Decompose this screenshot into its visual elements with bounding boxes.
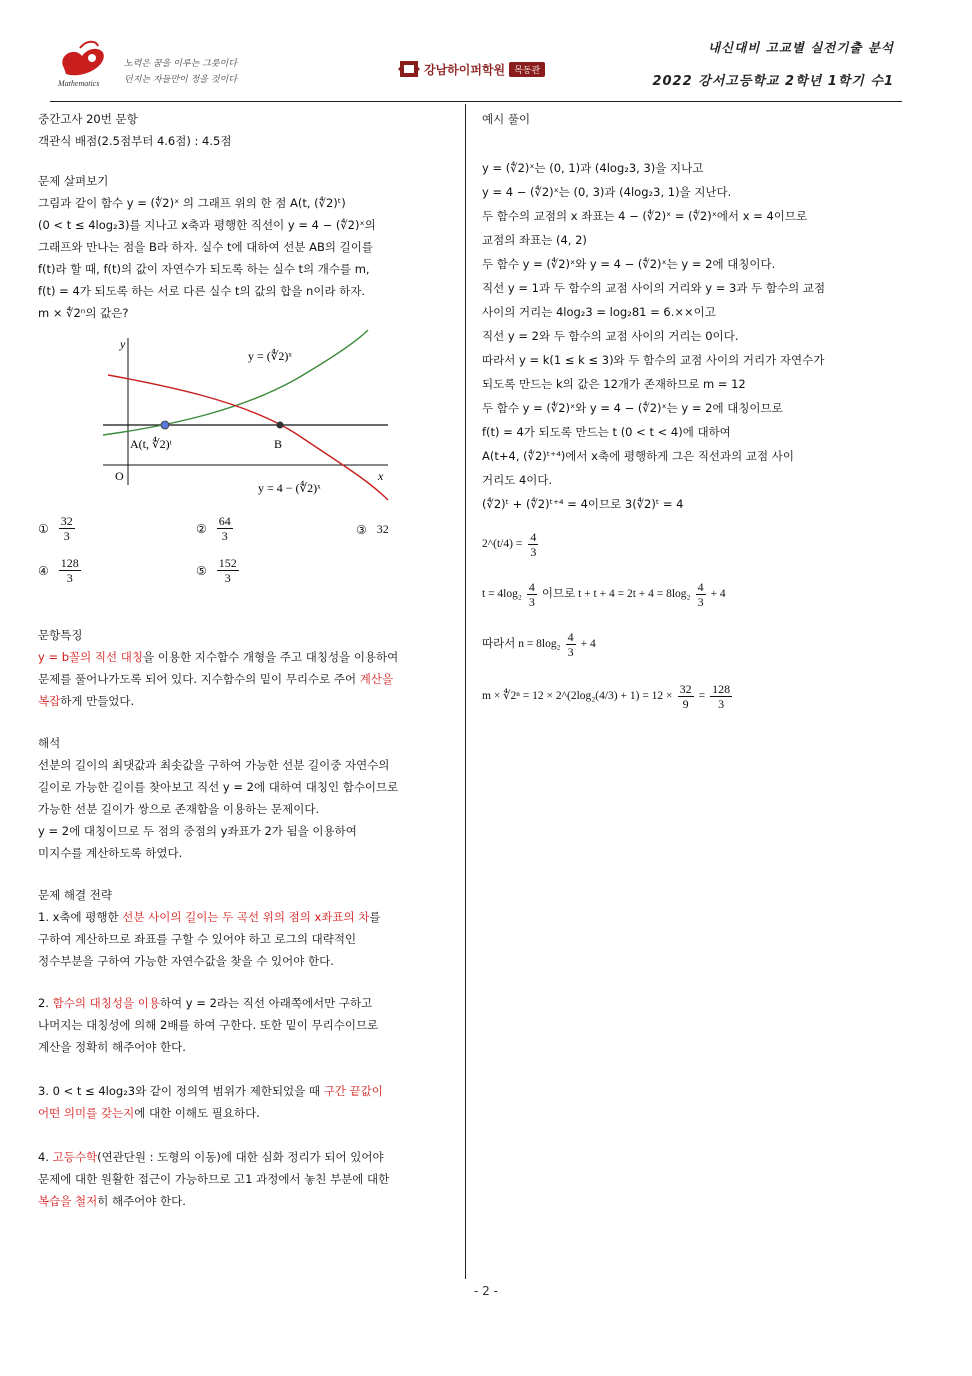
- review-title: 문제 살펴보기: [38, 174, 109, 188]
- question-line-6: m × ∜2ⁿ의 값은?: [38, 306, 129, 320]
- solution-line-3: 두 함수의 교점의 x 좌표는 4 − (∜2)ˣ = (∜2)ˣ에서 x = 4이므로: [482, 209, 808, 223]
- exam-item-line: 중간고사 20번 문항: [38, 112, 138, 126]
- solution-line-10: 되도록 만드는 k의 값은 12개가 존재하므로 m = 12: [482, 377, 746, 391]
- strategy-1-line-3: 정수부분을 구하여 가능한 자연수값을 찾을 수 있어야 한다.: [38, 954, 334, 968]
- choice-1[interactable]: ① $\frac{32}{3}$: [38, 514, 73, 543]
- column-divider: [465, 104, 466, 1279]
- question-line-4: f(t)라 할 때, f(t)의 값이 자연수가 되도록 하는 실수 t의 개수를 m,: [38, 262, 370, 276]
- point-a-label: A(t, ∜2)ᵗ: [130, 437, 172, 451]
- question-line-2: (0 < t ≤ 4log₂3)를 지나고 x축과 평행한 직선이 y = 4 − (∜2)ˣ의: [38, 218, 376, 232]
- solution-line-9: 따라서 y = k(1 ≤ k ≤ 3)와 두 함수의 교점 사이의 거리가 자연수가: [482, 353, 825, 367]
- logo-word: Mathematics: [58, 79, 100, 88]
- academy-name: 강남하이퍼학원: [424, 62, 506, 77]
- choice-2[interactable]: ② $\frac{64}{3}$: [196, 514, 231, 543]
- solution-line-1: y = (∜2)ˣ는 (0, 1)과 (4log₂3, 3)을 지나고: [482, 161, 704, 175]
- solution-line-13: A(t+4, (∜2)ᵗ⁺⁴)에서 x축에 평행하게 그은 직선과의 교점 사이: [482, 449, 795, 463]
- strategy-2-line-3: 계산을 정확히 해주어야 한다.: [38, 1040, 186, 1054]
- y-axis-label: y: [120, 337, 126, 351]
- strategy-1-line-1: 1. x축에 평행한 선분 사이의 길이는 두 곡선 위의 점의 x좌표의 차를: [38, 910, 381, 924]
- solution-line-19: m × ∜2ⁿ = 12 × 2^(2log₂(4/3) + 1) = 12 × $\frac{32}{9}$ = $\frac{128}{3}$: [482, 681, 731, 711]
- strategy-1-line-2: 구하여 계산하므로 좌표를 구할 수 있어야 하고 로그의 대략적인: [38, 932, 357, 946]
- page-number: - 2 -: [474, 1284, 498, 1298]
- solution-line-11: 두 함수 y = (∜2)ˣ와 y = 4 − (∜2)ˣ는 y = 2에 대칭이므로: [482, 401, 783, 415]
- strategy-4-line-1: 4. 고등수학(연관단원 : 도형의 이동)에 대한 심화 정리가 되어 있어야: [38, 1150, 384, 1164]
- x-axis-label: x: [378, 469, 384, 483]
- question-line-1: 그림과 같이 함수 y = (∜2)ˣ 의 그래프 위의 한 점 A(t, (∜2)ᵗ): [38, 196, 346, 210]
- analysis-line-3: 가능한 선분 길이가 쌍으로 존재함을 이용하는 문제이다.: [38, 802, 320, 816]
- question-line-3: 그래프와 만나는 점을 B라 하자. 실수 t에 대하여 선분 AB의 길이를: [38, 240, 373, 254]
- solution-line-15: (∜2)ᵗ + (∜2)ᵗ⁺⁴ = 4이므로 3(∜2)ᵗ = 4: [482, 497, 684, 511]
- function-graph: [48, 330, 408, 510]
- curve-exponential: [103, 330, 368, 435]
- analysis-line-2: 길이로 가능한 길이를 찾아보고 직선 y = 2에 대하여 대칭인 함수이므로: [38, 780, 399, 794]
- solution-line-2: y = 4 − (∜2)ˣ는 (0, 3)과 (4log₂3, 1)을 지난다.: [482, 185, 732, 199]
- strategy-3-line-1: 3. 0 < t ≤ 4log₂3와 같이 정의역 범위가 제한되었을 때 구간 끝값이: [38, 1084, 383, 1098]
- choice-5[interactable]: ⑤ $\frac{152}{3}$: [196, 556, 237, 585]
- curve1-label: y = (∜2)ˣ: [248, 349, 292, 363]
- mathematics-logo-icon: [52, 38, 122, 93]
- header-rule: [50, 101, 902, 102]
- analysis-line-4: y = 2에 대칭이므로 두 점의 중점의 y좌표가 2가 됨을 이용하여: [38, 824, 357, 838]
- academy-branch-badge: 목동관: [509, 62, 545, 77]
- slogan-line-1: 노력은 꿈을 이루는 그릇이다: [124, 59, 237, 69]
- solution-line-6: 직선 y = 1과 두 함수의 교점 사이의 거리와 y = 3과 두 함수의 교점: [482, 281, 826, 295]
- analysis-line-5: 미지수를 계산하도록 하였다.: [38, 846, 183, 860]
- answer-choices: [38, 514, 453, 604]
- feature-line-3: 복잡하게 만들었다.: [38, 694, 135, 708]
- strategy-3-line-2: 어떤 의미를 갖는지에 대한 이해도 필요하다.: [38, 1106, 260, 1120]
- point-b-label: B: [274, 437, 283, 451]
- origin-label: O: [115, 469, 124, 483]
- exam-title: 2022 강서고등학교 2학년 1학기 수1: [652, 74, 894, 89]
- academy-emblem-icon: [398, 59, 420, 79]
- series-title: 내신대비 고교별 실전기출 분석: [707, 40, 894, 55]
- solution-line-18: 따라서 n = 8log₂ $\frac{4}{3}$ + 4: [482, 629, 596, 659]
- solution-line-17: t = 4log₂ $\frac{4}{3}$ 이므로 t + t + 4 = 2t + 4 = 8log₂ $\frac{4}{3}$ + 4: [482, 579, 726, 609]
- choice-4[interactable]: ④ $\frac{128}{3}$: [38, 556, 79, 585]
- strategy-2-line-2: 나머지는 대칭성에 의해 2배를 하여 구한다. 또한 밑이 무리수이므로: [38, 1018, 379, 1032]
- choice-3[interactable]: ③ 32: [356, 522, 389, 537]
- right-column: [482, 108, 902, 716]
- strategy-4-line-3: 복습을 철저히 해주어야 한다.: [38, 1194, 186, 1208]
- strategy-4-line-2: 문제에 대한 원활한 접근이 가능하므로 고1 과정에서 놓친 부분에 대한: [38, 1172, 390, 1186]
- score-line: 객관식 배점(2.5점부터 4.6점) : 4.5점: [38, 134, 232, 148]
- solution-line-8: 직선 y = 2와 두 함수의 교점 사이의 거리는 0이다.: [482, 329, 739, 343]
- feature-line-1: y = b꼴의 직선 대칭을 이용한 지수함수 개형을 주고 대칭성을 이용하여: [38, 650, 399, 664]
- feature-title: 문항특징: [38, 628, 83, 642]
- analysis-line-1: 선분의 길이의 최댓값과 최솟값을 구하여 가능한 선분 길이중 자연수의: [38, 758, 390, 772]
- left-column: [38, 108, 453, 1212]
- point-a: [161, 421, 169, 429]
- analysis-title: 해석: [38, 736, 61, 750]
- solution-line-5: 두 함수 y = (∜2)ˣ와 y = 4 − (∜2)ˣ는 y = 2에 대칭이다.: [482, 257, 776, 271]
- curve2-label: y = 4 − (∜2)ˣ: [258, 481, 321, 495]
- solution-line-12: f(t) = 4가 되도록 만드는 t (0 < t < 4)에 대하여: [482, 425, 731, 439]
- slogan: [124, 56, 237, 88]
- solution-line-14: 거리도 4이다.: [482, 473, 553, 487]
- feature-line-2: 문제를 풀어나가도록 되어 있다. 지수함수의 밑이 무리수로 주어 계산을: [38, 672, 394, 686]
- solution-title: 예시 풀이: [482, 112, 531, 126]
- solution-line-7: 사이의 거리는 4log₂3 = log₂81 = 6.××이고: [482, 305, 716, 319]
- page-header: [0, 0, 972, 104]
- question-line-5: f(t) = 4가 되도록 하는 서로 다른 실수 t의 값의 합을 n이라 하자.: [38, 284, 366, 298]
- slogan-line-2: 던지는 자들만이 정을 것이다: [124, 75, 237, 85]
- point-b: [277, 422, 284, 429]
- strategy-title: 문제 해결 전략: [38, 888, 112, 902]
- academy-logo: [398, 58, 545, 80]
- solution-line-4: 교점의 좌표는 (4, 2): [482, 233, 587, 247]
- solution-line-16: 2^(t/4) = $\frac{4}{3}$: [482, 529, 537, 559]
- strategy-2-line-1: 2. 함수의 대칭성을 이용하여 y = 2라는 직선 아래쪽에서만 구하고: [38, 996, 373, 1010]
